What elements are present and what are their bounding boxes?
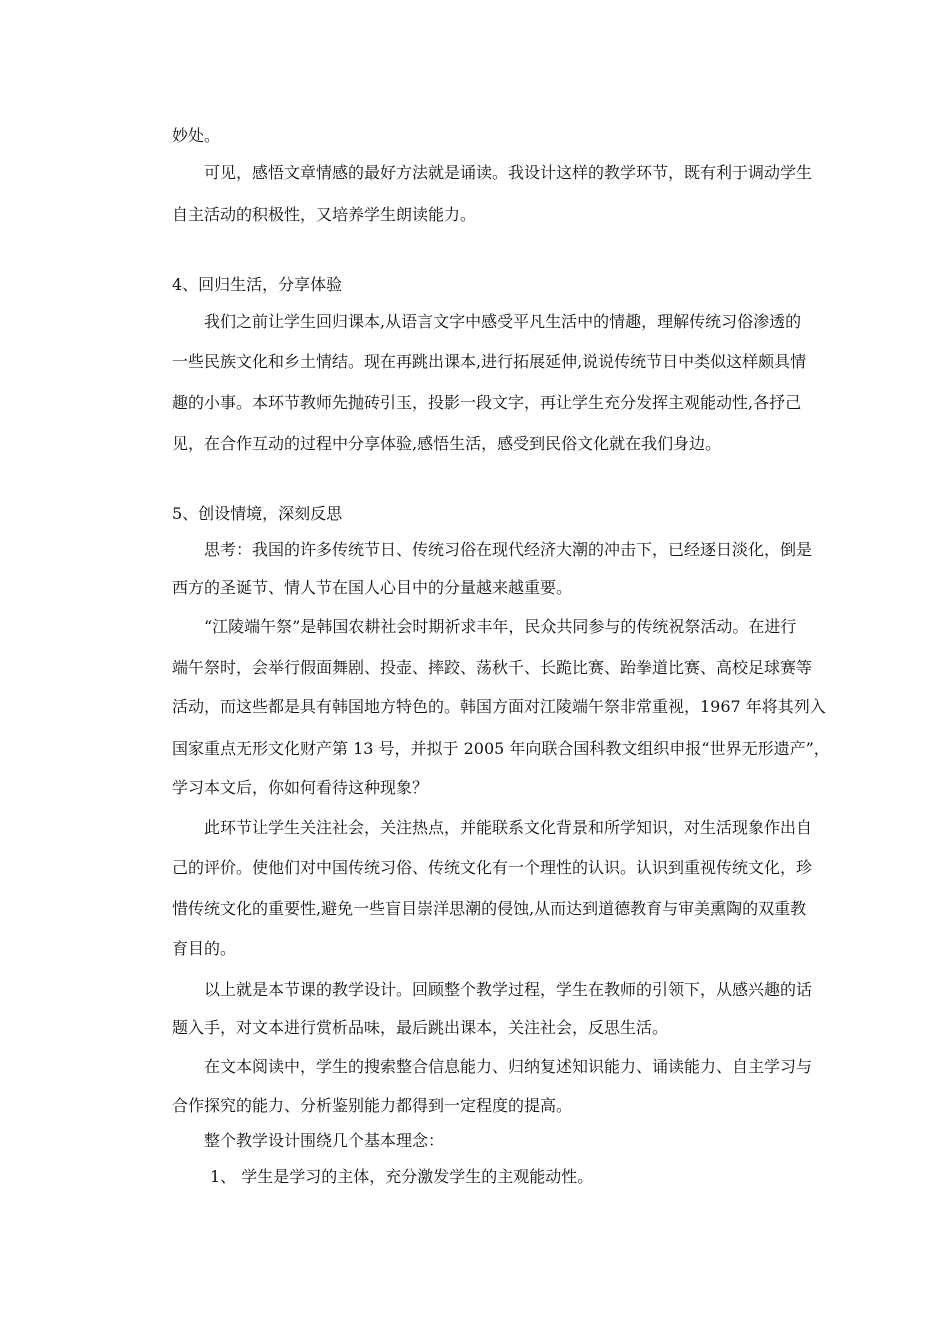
text-line: 可见，感悟文章情感的最好方法就是诵读。我设计这样的教学环节，既有利于调动学生 xyxy=(204,163,813,182)
text-line: 思考：我国的许多传统节日、传统习俗在现代经济大潮的冲击下，已经逐日淡化，倒是 xyxy=(204,540,813,559)
text-line: 在文本阅读中，学生的搜索整合信息能力、归纳复述知识能力、诵读能力、自主学习与 xyxy=(204,1057,813,1076)
text-line: “江陵端午祭”是韩国农耕社会时期祈求丰年，民众共同参与的传统祝祭活动。在进行 xyxy=(204,617,797,636)
text-line: 以上就是本节课的教学设计。回顾整个教学过程，学生在教师的引领下，从感兴趣的话 xyxy=(204,980,813,999)
text-line: 一些民族文化和乡土情结。现在再跳出课本,进行拓展延伸,说说传统节日中类似这样颇具情 xyxy=(172,352,807,371)
text-line: 育目的。 xyxy=(172,939,237,958)
text-line: 学习本文后，你如何看待这种现象？ xyxy=(172,778,429,797)
text-line: 我们之前让学生回归课本,从语言文字中感受平凡生活中的情趣，理解传统习俗渗透的 xyxy=(204,312,802,331)
text-line: 自主活动的积极性，又培养学生朗读能力。 xyxy=(172,205,477,224)
text-line: 端午祭时，会举行假面舞剧、投壶、摔跤、荡秋千、长跪比赛、跆拳道比赛、高校足球赛等 xyxy=(172,658,813,677)
text-line: 此环节让学生关注社会，关注热点，并能联系文化背景和所学知识，对生活现象作出自 xyxy=(204,818,813,837)
text-line: 惜传统文化的重要性,避免一些盲目崇洋思潮的侵蚀,从而达到道德教育与审美熏陶的双重教 xyxy=(172,899,807,918)
text-line: 己的评价。使他们对中国传统习俗、传统文化有一个理性的认识。认识到重视传统文化，珍 xyxy=(172,858,813,877)
text-line: 活动，而这些都是具有韩国地方特色的。韩国方面对江陵端午祭非常重视，1967 年将其列入 xyxy=(172,697,826,716)
text-line: 题入手，对文本进行赏析品味，最后跳出课本，关注社会，反思生活。 xyxy=(172,1018,669,1037)
text-line: 国家重点无形文化财产第 13 号，并拟于 2005 年向联合国科教文组织申报“世界无形遗产”， xyxy=(172,739,830,758)
text-line: 合作探究的能力、分析鉴别能力都得到一定程度的提高。 xyxy=(172,1096,573,1115)
section-heading: 5、创设情境，深刻反思 xyxy=(172,504,343,523)
text-line: 妙处。 xyxy=(172,126,221,145)
text-line: 西方的圣诞节、情人节在国人心目中的分量越来越重要。 xyxy=(172,578,573,597)
list-item: 1、 学生是学习的主体，充分激发学生的主观能动性。 xyxy=(210,1167,594,1186)
section-heading: 4、回归生活，分享体验 xyxy=(172,275,343,294)
text-line: 整个教学设计围绕几个基本理念： xyxy=(204,1131,445,1150)
text-line: 趣的小事。本环节教师先抛砖引玉，投影一段文字，再让学生充分发挥主观能动性,各抒己 xyxy=(172,393,802,412)
text-line: 见，在合作互动的过程中分享体验,感悟生活，感受到民俗文化就在我们身边。 xyxy=(172,434,722,453)
